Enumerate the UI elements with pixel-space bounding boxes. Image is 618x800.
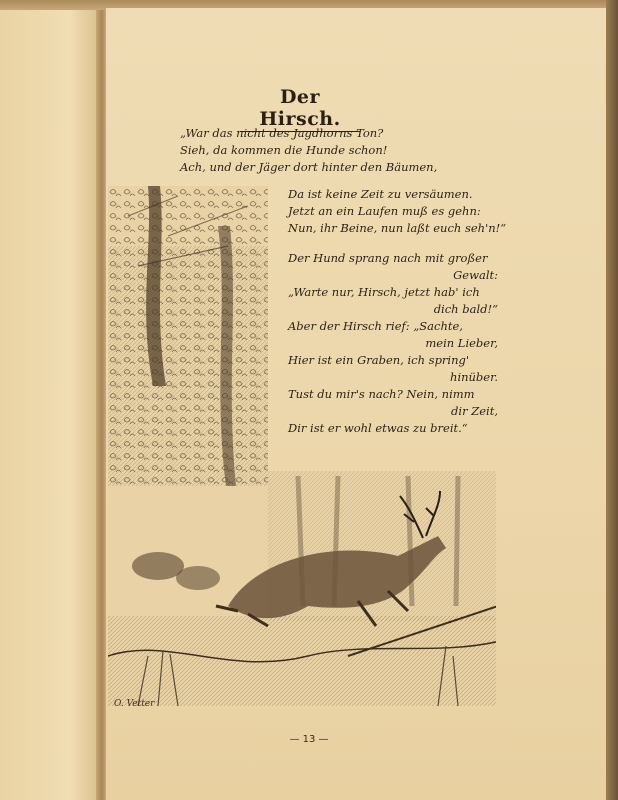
verse-line-continuation: Gewalt: [453,268,498,282]
stanza-1 [180,125,437,176]
page-number: — 13 — [289,734,329,745]
verse-line: „War das nicht des Jagdhorns Ton? [180,126,384,140]
stag-leaping-forest-engraving-icon [108,186,500,726]
verse-line: Nun, ihr Beine, nun laßt euch seh'n!“ [288,221,507,235]
verse-line: Hier ist ein Graben, ich spring' [288,353,470,367]
verse-line: Sieh, da kommen die Hunde schon! [180,143,388,157]
page-right-edge [606,0,618,800]
verse-line: „Warte nur, Hirsch, jetzt hab' ich [288,285,480,299]
verse-line-continuation: dich bald!“ [433,302,498,316]
verse-line-continuation: dir Zeit, [451,404,498,418]
verse-line-continuation: hinüber. [450,370,498,384]
verse-line: Jetzt an ein Laufen muß es gehn: [288,204,481,218]
verse-line: Da ist keine Zeit zu versäumen. [288,187,473,201]
verse-line: Aber der Hirsch rief: „Sachte, [288,319,463,333]
left-page [0,10,100,800]
verse-line: Ach, und der Jäger dort hinter den Bäumen, [180,160,438,174]
poem-title: Der Hirsch. [240,86,360,132]
verse-line: Der Hund sprang nach mit großer [288,251,488,265]
verse-line-continuation: mein Lieber, [425,336,498,350]
artist-signature: O. Vetter [114,699,155,709]
verse-line: Dir ist er wohl etwas zu breit.“ [288,421,468,435]
verse-line: Tust du mir's nach? Nein, nimm [288,387,475,401]
